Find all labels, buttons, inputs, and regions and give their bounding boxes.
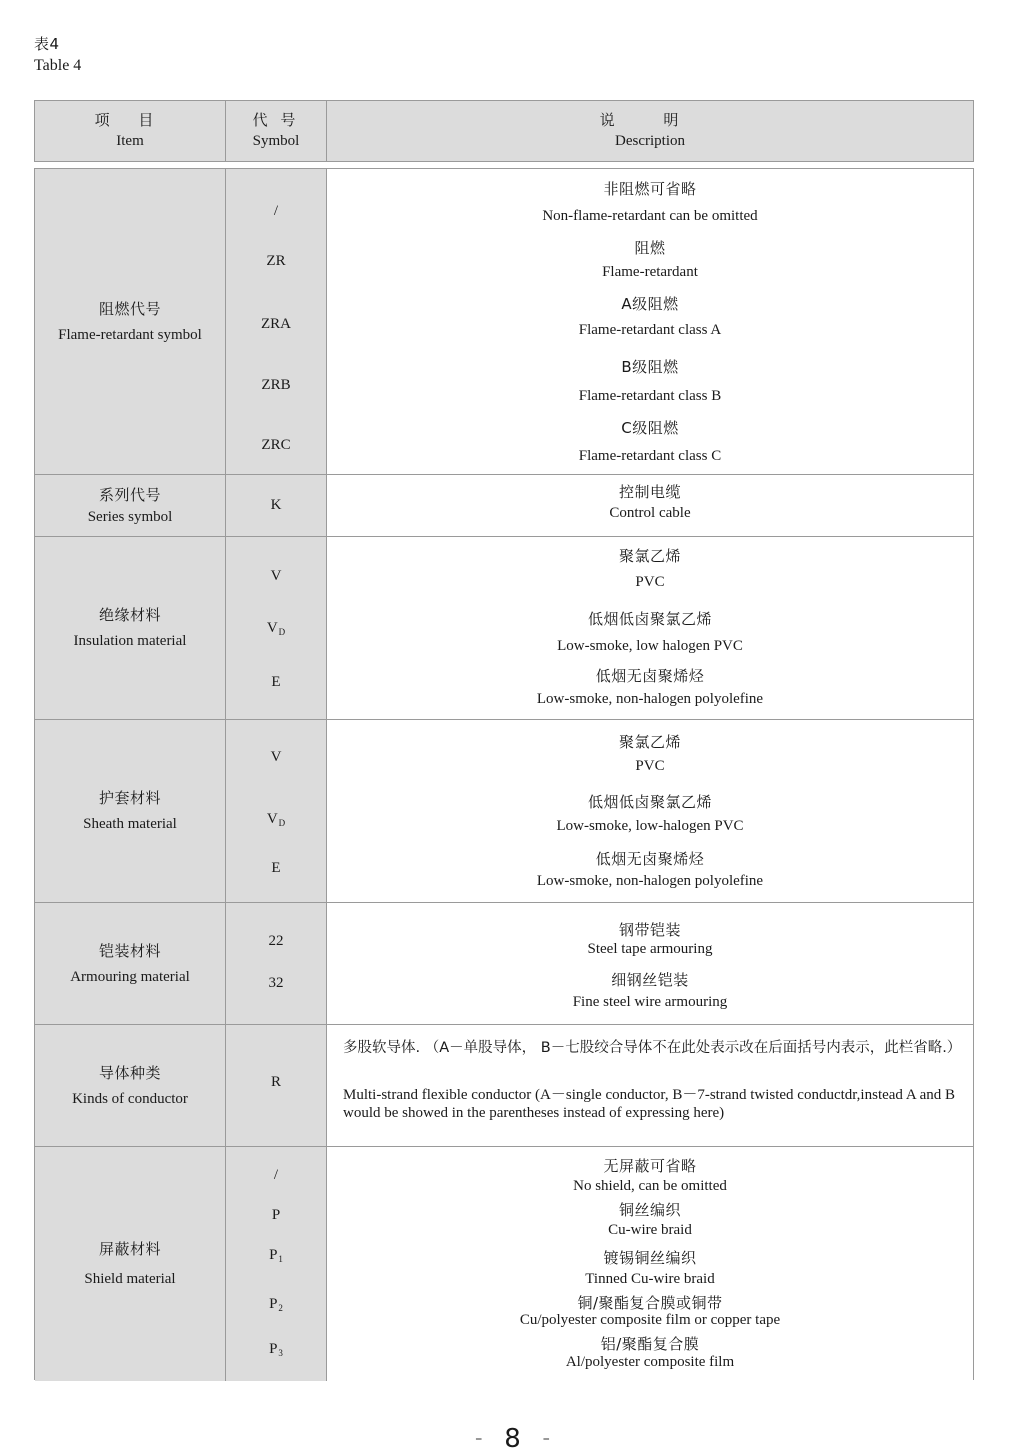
desc-zh: 控制电缆 xyxy=(618,483,681,501)
symbol-subscript: D xyxy=(278,818,286,828)
row-symbols xyxy=(226,537,327,719)
desc-en: PVC xyxy=(635,574,665,590)
desc-en: Non-flame-retardant can be omitted xyxy=(542,208,758,224)
symbol-subscript: 1 xyxy=(278,1254,283,1264)
desc-en: PVC xyxy=(635,758,665,774)
symbol: E xyxy=(271,674,281,690)
symbol-subscript: 3 xyxy=(278,1348,283,1358)
desc-en: Tinned Cu-wire braid xyxy=(585,1271,715,1287)
symbol: ZRA xyxy=(261,316,291,332)
symbol: 32 xyxy=(268,975,284,991)
symbol: ZRB xyxy=(261,377,291,393)
row-item: 屏蔽材料 Shield material xyxy=(35,1147,226,1381)
table-row xyxy=(35,720,973,903)
row-item: 护套材料 Sheath material xyxy=(35,720,226,902)
row-symbols xyxy=(226,1147,327,1381)
row-symbols xyxy=(226,720,327,902)
symbol: $P_1$ xyxy=(269,1247,283,1264)
row-descriptions xyxy=(327,720,973,902)
desc-zh: C级阻燃 xyxy=(621,419,679,437)
table-body xyxy=(34,168,974,1380)
desc-en: Flame-retardant class B xyxy=(578,388,722,404)
symbol-subscript: D xyxy=(278,627,286,637)
desc-en: Multi-strand flexible conductor (A－single conductor, B－7-strand twisted conductdr,instead A and B would be showed in the parentheses instead of expressing here) xyxy=(343,1087,956,1121)
page-number: – 8 – xyxy=(475,1424,550,1454)
symbol: $V_D$ xyxy=(266,811,286,828)
desc-zh: 铜丝编织 xyxy=(618,1201,681,1219)
symbol: P xyxy=(271,1207,281,1223)
desc-zh: 阻燃 xyxy=(634,239,666,257)
symbol: E xyxy=(271,860,281,876)
row-item: 系列代号 Series symbol xyxy=(35,475,226,536)
desc-en: Low-smoke, non-halogen polyolefine xyxy=(536,873,764,889)
symbol: $V_D$ xyxy=(266,620,286,637)
row-symbols xyxy=(226,475,327,536)
desc-zh: 聚氯乙烯 xyxy=(618,547,681,565)
desc-zh: 低烟无卤聚烯烃 xyxy=(595,850,705,868)
row-descriptions xyxy=(327,1025,973,1146)
desc-zh: 铜/聚酯复合膜或铜带 xyxy=(577,1294,723,1312)
desc-zh: A级阻燃 xyxy=(621,295,679,313)
desc-zh: 镀锡铜丝编织 xyxy=(603,1249,697,1267)
row-item: 绝缘材料 Insulation material xyxy=(35,537,226,719)
symbol: R xyxy=(270,1074,281,1090)
symbol: / xyxy=(273,203,279,219)
row-item: 阻燃代号 Flame-retardant symbol xyxy=(35,169,226,474)
row-symbols xyxy=(226,903,327,1024)
desc-zh: B级阻燃 xyxy=(621,358,679,376)
symbol: ZR xyxy=(266,253,286,269)
desc-zh: 低烟无卤聚烯烃 xyxy=(595,667,705,685)
desc-zh: 铝/聚酯复合膜 xyxy=(600,1335,700,1353)
desc-zh: 低烟低卤聚氯乙烯 xyxy=(587,793,712,811)
caption-zh: 表4 xyxy=(34,35,60,53)
symbol: $P_2$ xyxy=(269,1296,283,1313)
row-symbols xyxy=(226,169,327,474)
desc-en: No shield, can be omitted xyxy=(573,1178,727,1194)
desc-zh: 低烟低卤聚氯乙烯 xyxy=(587,610,712,628)
symbol: / xyxy=(273,1167,279,1183)
desc-en: Low-smoke, low-halogen PVC xyxy=(556,818,744,834)
desc-en: Cu/polyester composite film or copper tape xyxy=(519,1312,781,1328)
desc-zh: 非阻燃可省略 xyxy=(603,180,697,198)
row-descriptions xyxy=(327,537,973,719)
desc-zh: 钢带铠装 xyxy=(618,921,681,939)
row-symbols xyxy=(226,1025,327,1146)
symbol-subscript: 2 xyxy=(278,1303,283,1313)
desc-zh: 多股软导体. （A－单股导体， B－七股绞合导体不在此处表示改在后面括号内表示，此栏省略.） xyxy=(343,1040,962,1056)
symbol: $P_3$ xyxy=(269,1341,283,1358)
desc-en: Flame-retardant xyxy=(602,264,698,280)
desc-zh: 细钢丝铠装 xyxy=(611,971,689,989)
table-row xyxy=(35,1025,973,1147)
table-row xyxy=(35,903,973,1025)
row-descriptions xyxy=(327,475,973,536)
symbol: 22 xyxy=(268,933,284,949)
symbol: V xyxy=(270,749,282,765)
table-row xyxy=(35,537,973,720)
table-row xyxy=(35,475,973,537)
table-header xyxy=(34,100,974,162)
desc-en: Cu-wire braid xyxy=(608,1222,692,1238)
row-descriptions xyxy=(327,169,973,474)
desc-en: Low-smoke, low halogen PVC xyxy=(557,638,743,654)
table-row xyxy=(35,169,973,475)
table-caption xyxy=(34,34,81,76)
header-description: 说 明 Description xyxy=(599,111,701,149)
desc-zh: 聚氯乙烯 xyxy=(618,733,681,751)
desc-en: Low-smoke, non-halogen polyolefine xyxy=(536,691,764,707)
symbol: V xyxy=(270,568,282,584)
desc-en: Flame-retardant class C xyxy=(578,448,722,464)
table-row xyxy=(35,1147,973,1381)
desc-en: Flame-retardant class A xyxy=(578,322,722,338)
row-descriptions xyxy=(327,903,973,1024)
caption-en: Table 4 xyxy=(34,57,82,74)
desc-en: Control cable xyxy=(609,505,691,521)
desc-en: Fine steel wire armouring xyxy=(572,994,728,1010)
header-symbol: 代 号 Symbol xyxy=(226,101,327,161)
desc-en: Al/polyester composite film xyxy=(565,1354,735,1370)
row-item: 铠装材料 Armouring material xyxy=(35,903,226,1024)
desc-zh: 无屏蔽可省略 xyxy=(603,1157,697,1175)
desc-en: Steel tape armouring xyxy=(587,941,713,957)
header-item: 项 目 Item xyxy=(35,101,226,161)
row-descriptions xyxy=(327,1147,973,1381)
symbol: K xyxy=(270,497,282,513)
symbol: ZRC xyxy=(261,437,291,453)
row-item: 导体种类 Kinds of conductor xyxy=(35,1025,226,1146)
